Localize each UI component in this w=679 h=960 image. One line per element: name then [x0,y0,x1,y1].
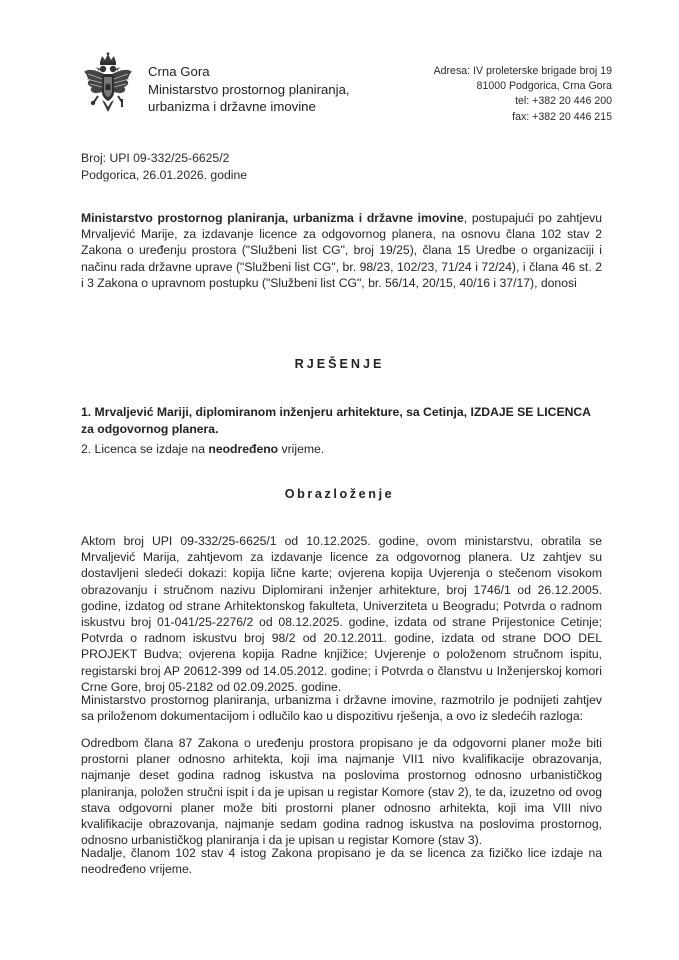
address-street: Adresa: IV proleterske brigade broj 19 [433,65,612,77]
item2-bold-term: neodređeno [208,442,279,456]
decision-item-2 [81,441,602,458]
reasoning-paragraph-3: Odredbom člana 87 Zakona o uređenju prostora propisano je da odgovorni planer može biti prostorni planer odnosno arhitekta, koji ima najmanje VII1 nivo kvalifikacije obrazovanja, najmanje deset godina radnog iskustva na poslovima prostornog odnosno urbanističkog planiranja, položen stručni ispit i da je upisan u registar Komore (stav 2), te da, izuzetno od ovog stava odgovorni planer može biti prostorni planer odnosno arhitekta, koji ima VIII nivo kvalifikacije obrazovanja, najmanje sedam godina radnog iskustva na poslovima prostornog, odnosno urbanističkog planiranja i da je upisan u registar Komore (stav 3). [81,736,602,848]
intro-paragraph [81,210,602,291]
item2-text-after: vrijeme. [278,442,325,456]
reasoning-paragraph-4: Nadalje, članom 102 stav 4 istog Zakona propisano je da se licenca za fizičko lice izdaje na neodređeno vrijeme. [81,846,602,877]
coat-of-arms-icon [82,52,134,118]
place-and-date: Podgorica, 26.01.2026. godine [81,167,248,182]
intro-bold-lead: Ministarstvo prostornog planiranja, urbanizma i državne imovine [81,211,464,225]
item2-text-before: 2. Licenca se izdaje na [81,442,209,456]
decision-item-1: 1. Mrvaljević Mariji, diplomiranom inženjeru arhitekture, sa Cetinja, IZDAJE SE LICENCA za odgovornog planera. [81,405,591,436]
reasoning-paragraph-1: Aktom broj UPI 09-332/25-6625/1 od 10.12.2025. godine, ovom ministarstvu, obratila se Mrvaljević Marija, zahtjevom za izdavanje licence za odgovornog planera. Uz zahtjev su dostavljeni sledeći dokazi: kopija lične karte; ovjerena kopija Uvjerenja o stečenom visokom obrazovanju i stručnom nazivu Diplomirani inženjer arhitekture, broj 1746/1 od 26.12.2005. godine, izdatog od strane Arhitektonskog fakulteta, Univerziteta u Beogradu; Potvrda o radnom iskustvu broj 01-041/25-2276/2 od 08.12.2025. godine, izdata od strane Prijestonice Cetinje; Potvrda o radnom iskustvu broj 98/2 od 20.12.2011. godine, izdata od strane DOO DEL PROJEKT Budva; ovjerena kopija Radne knjižice; Uvjerenje o položenom stručnom ispitu, registarski broj AP 20612-399 od 14.05.2012. godine; i Potvrda o članstvu u Inženjerskoj komori Crne Gore, broj 05-2182 od 02.09.2025. godine. [81,534,602,694]
reference-number: Broj: UPI 09-332/25-6625/2 [81,151,230,165]
address-city: 81000 Podgorica, Crna Gora [476,80,612,93]
decision-title: RJEŠENJE [294,357,385,371]
reasoning-title: Obrazloženje [284,487,395,501]
contact-address-block [434,64,612,125]
ministry-name-line-1: Ministarstvo prostornog planiranja, [148,81,350,97]
address-phone: tel: +382 20 446 200 [515,95,612,108]
reasoning-paragraph-2: Ministarstvo prostornog planiranja, urbanizma i državne imovine, razmotrilo je podnijeti zahtjev sa priloženom dokumentacijom i odlučilo kao u dispozitivu rješenja, a ovo iz sledećih razloga: [81,693,602,724]
ministry-name-block [148,63,350,116]
ministry-name-line-2: urbanizma i državne imovine [148,99,316,114]
reference-block [81,150,247,183]
intro-text: , postupajući po zahtjevu Mrvaljević Marije, za izdavanje licence za odgovornog planera, na osnovu člana 102 stav 2 Zakona o uređenju prostora ("Službeni list CG", broj 19/25), člana 15 Uredbe o organizaciji i načinu rada državne uprave ("Službeni list CG", br. 98/23, 102/23, 71/24 i 72/24), i člana 46 st. 2 i 3 Zakona o upravnom postupku ("Službeni list CG", br. 56/14, 20/15, 40/16 i 37/17), donosi [81,211,603,290]
country-name: Crna Gora [148,64,210,79]
address-fax: fax: +382 20 446 215 [512,110,612,123]
